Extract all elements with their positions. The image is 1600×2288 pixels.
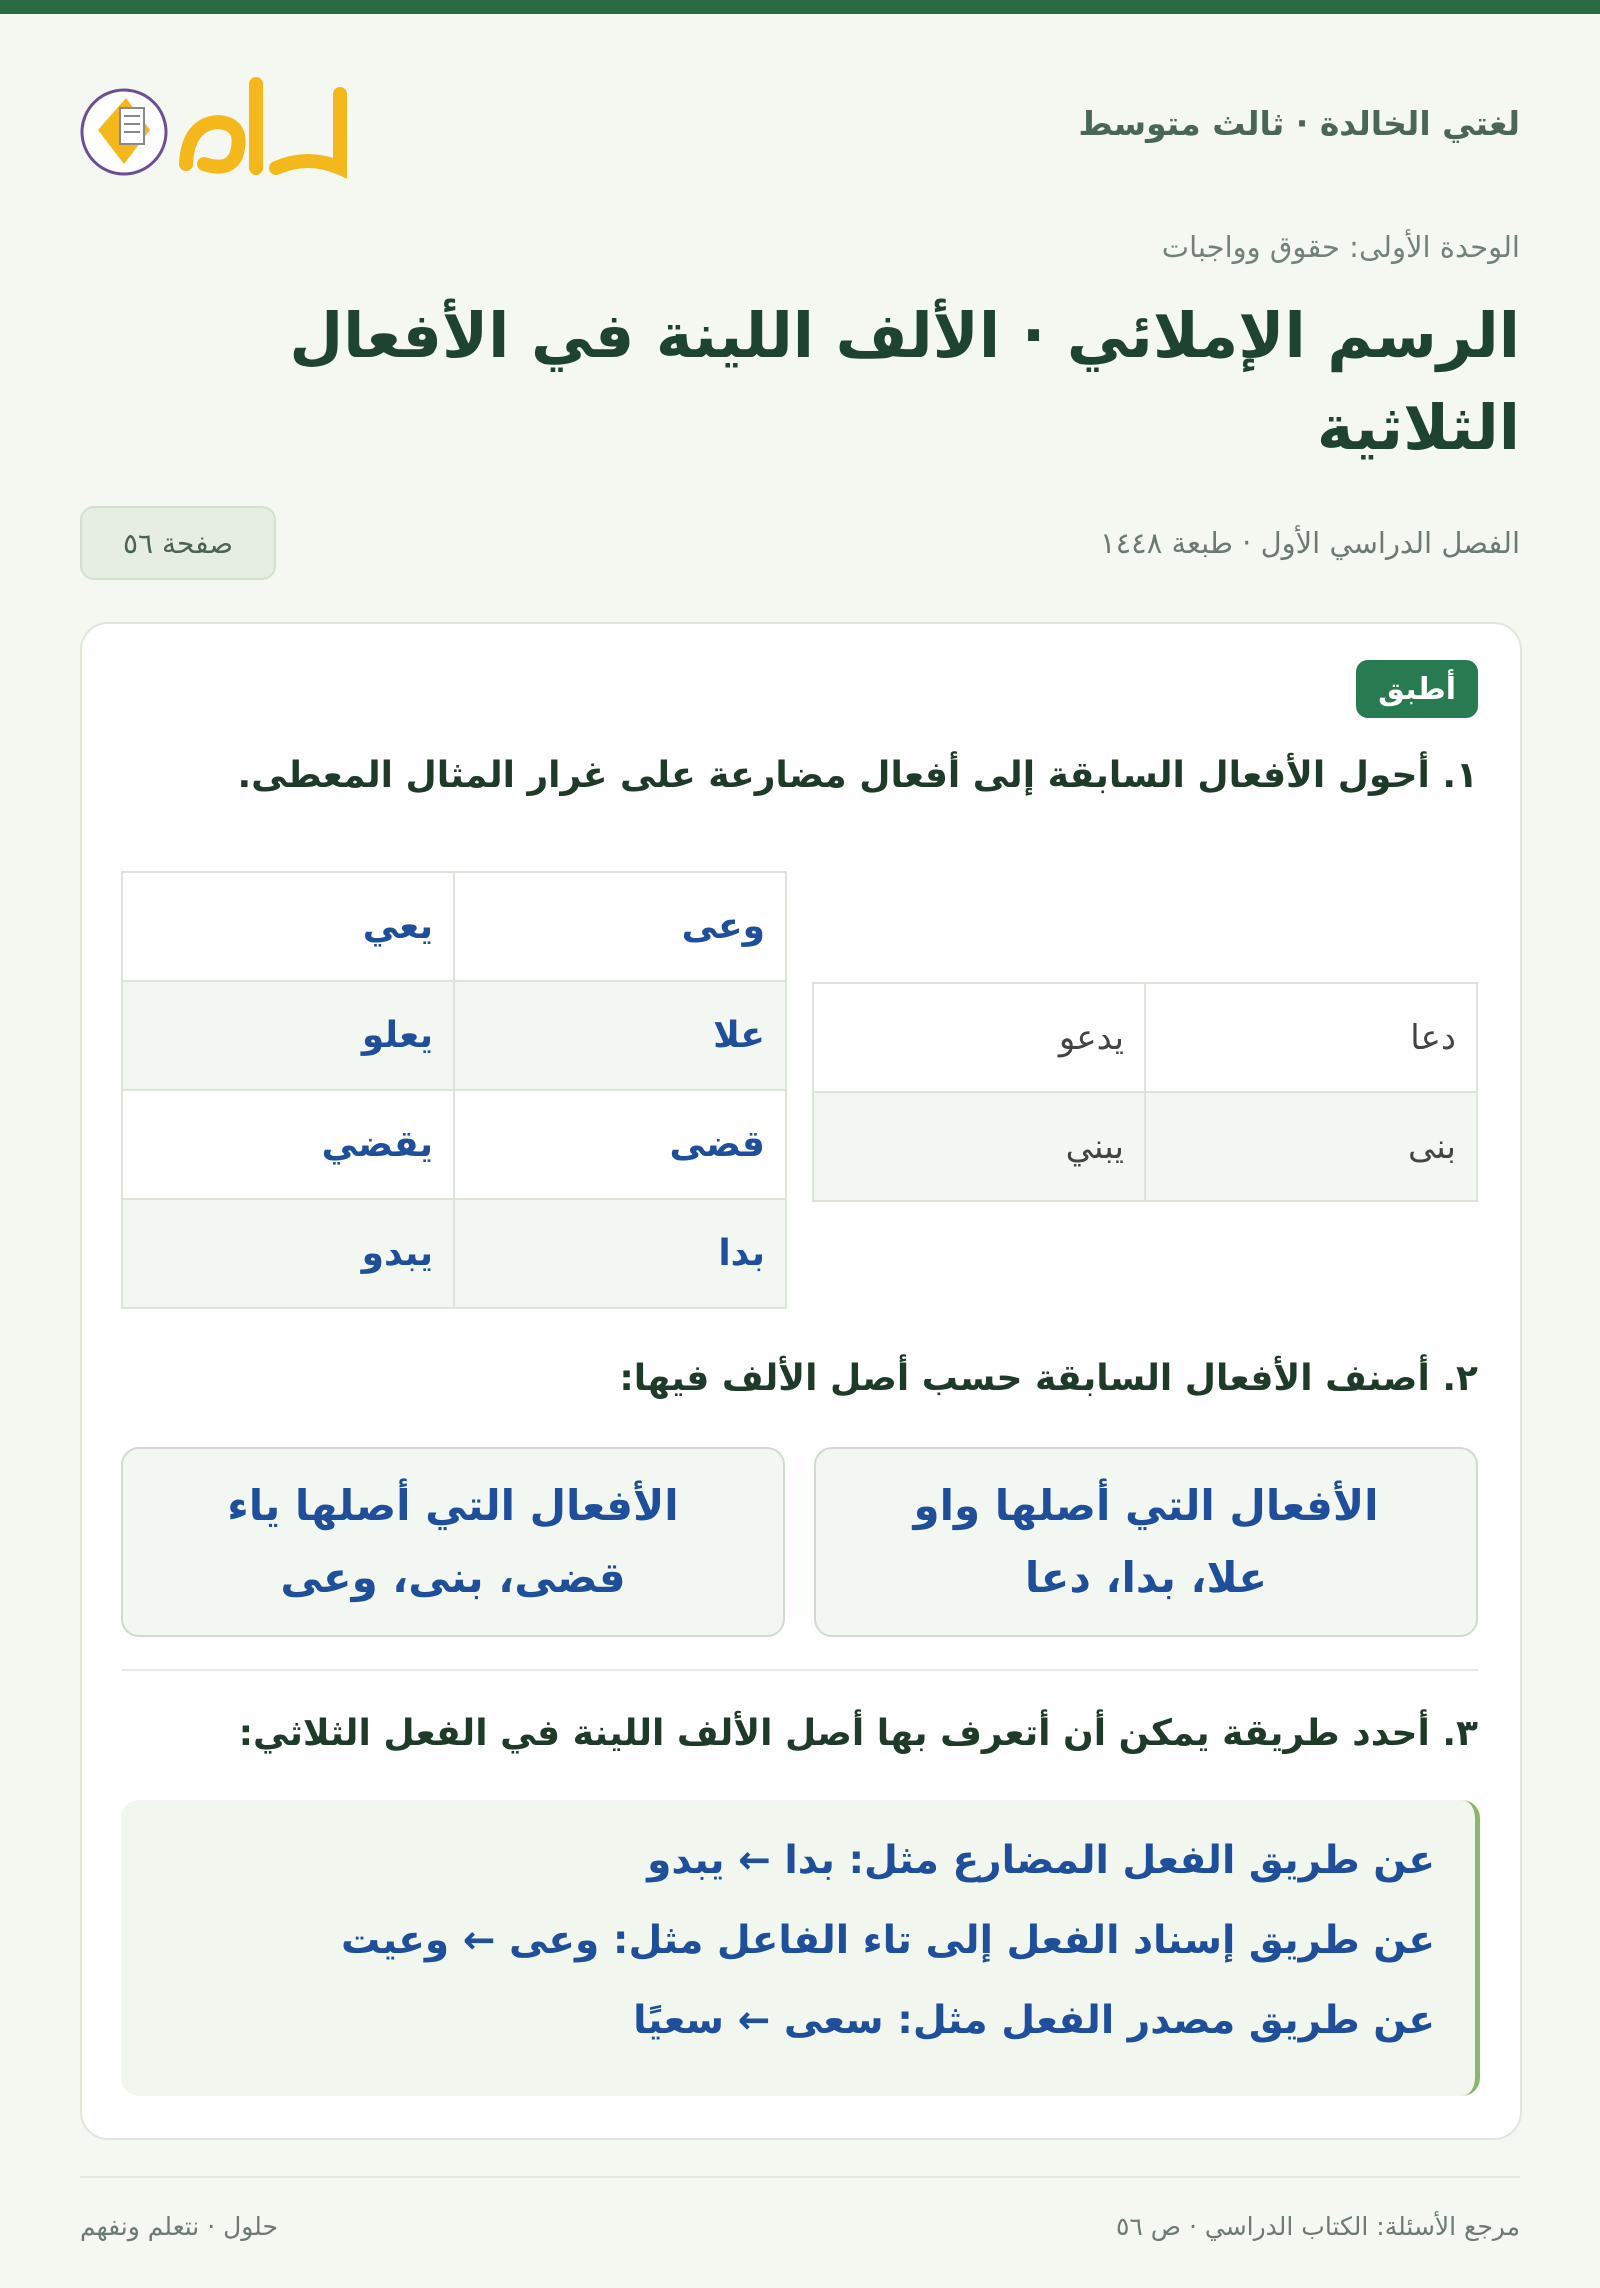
present-verb-cell: يعلو <box>122 981 454 1090</box>
past-verb-cell: بدا <box>454 1199 786 1308</box>
footer-divider <box>80 2176 1520 2178</box>
table-row <box>122 1199 786 1308</box>
present-verb-cell: يبدو <box>122 1199 454 1308</box>
term-edition: الفصل الدراسي الأول · طبعة ١٤٤٨ <box>1100 526 1520 560</box>
answer-table <box>121 871 787 1309</box>
table-row <box>813 983 1477 1092</box>
section-tag: أطبق <box>1356 660 1478 718</box>
present-verb-cell: يعي <box>122 872 454 981</box>
ya-box-title: الأفعال التي أصلها ياء <box>227 1481 679 1530</box>
answer-line: عن طريق الفعل المضارع مثل: بدا ← يبدو <box>647 1838 1435 1883</box>
ya-origin-box <box>121 1447 785 1637</box>
footer-reference: مرجع الأسئلة: الكتاب الدراسي · ص ٥٦ <box>1115 2212 1520 2241</box>
page-title: الرسم الإملائي · الألف اللينة في الأفعال الثلاثية <box>289 299 1520 464</box>
footer-brand: حلول · نتعلم ونفهم <box>80 2212 278 2241</box>
section-divider <box>122 1669 1478 1671</box>
ya-box-items: قضى، بنى، وعى <box>280 1553 626 1602</box>
top-accent-bar <box>0 0 1600 14</box>
answer-line: عن طريق إسناد الفعل إلى تاء الفاعل مثل: وعى ← وعيت <box>341 1918 1435 1963</box>
present-verb-cell: يدعو <box>813 983 1145 1092</box>
answer-line: عن طريق مصدر الفعل مثل: سعى ← سعيًا <box>633 1998 1435 2043</box>
waw-origin-box <box>814 1447 1478 1637</box>
past-verb-cell: وعى <box>454 872 786 981</box>
unit-label: الوحدة الأولى: حقوق وواجبات <box>1161 230 1520 264</box>
methods-answer-box <box>121 1800 1480 2096</box>
past-verb-cell: علا <box>454 981 786 1090</box>
hulul-logo[interactable] <box>78 64 368 184</box>
example-table <box>812 982 1478 1202</box>
book-and-grade: لغتي الخالدة · ثالث متوسط <box>1078 104 1520 143</box>
waw-box-title: الأفعال التي أصلها واو <box>913 1481 1379 1530</box>
past-verb-cell: بنى <box>1145 1092 1477 1201</box>
page-number-badge: صفحة ٥٦ <box>80 506 276 580</box>
table-row <box>813 1092 1477 1201</box>
question-2: ٢. أصنف الأفعال السابقة حسب أصل الألف فيها: <box>619 1358 1478 1399</box>
past-verb-cell: دعا <box>1145 983 1477 1092</box>
present-verb-cell: يقضي <box>122 1090 454 1199</box>
waw-box-items: علا، بدا، دعا <box>1024 1553 1268 1602</box>
question-1: ١. أحول الأفعال السابقة إلى أفعال مضارعة على غرار المثال المعطى. <box>237 755 1478 796</box>
table-row <box>122 1090 786 1199</box>
table-row <box>122 872 786 981</box>
question-3: ٣. أحدد طريقة يمكن أن أتعرف بها أصل الألف اللينة في الفعل الثلاثي: <box>238 1713 1478 1754</box>
past-verb-cell: قضى <box>454 1090 786 1199</box>
table-row <box>122 981 786 1090</box>
present-verb-cell: يبني <box>813 1092 1145 1201</box>
